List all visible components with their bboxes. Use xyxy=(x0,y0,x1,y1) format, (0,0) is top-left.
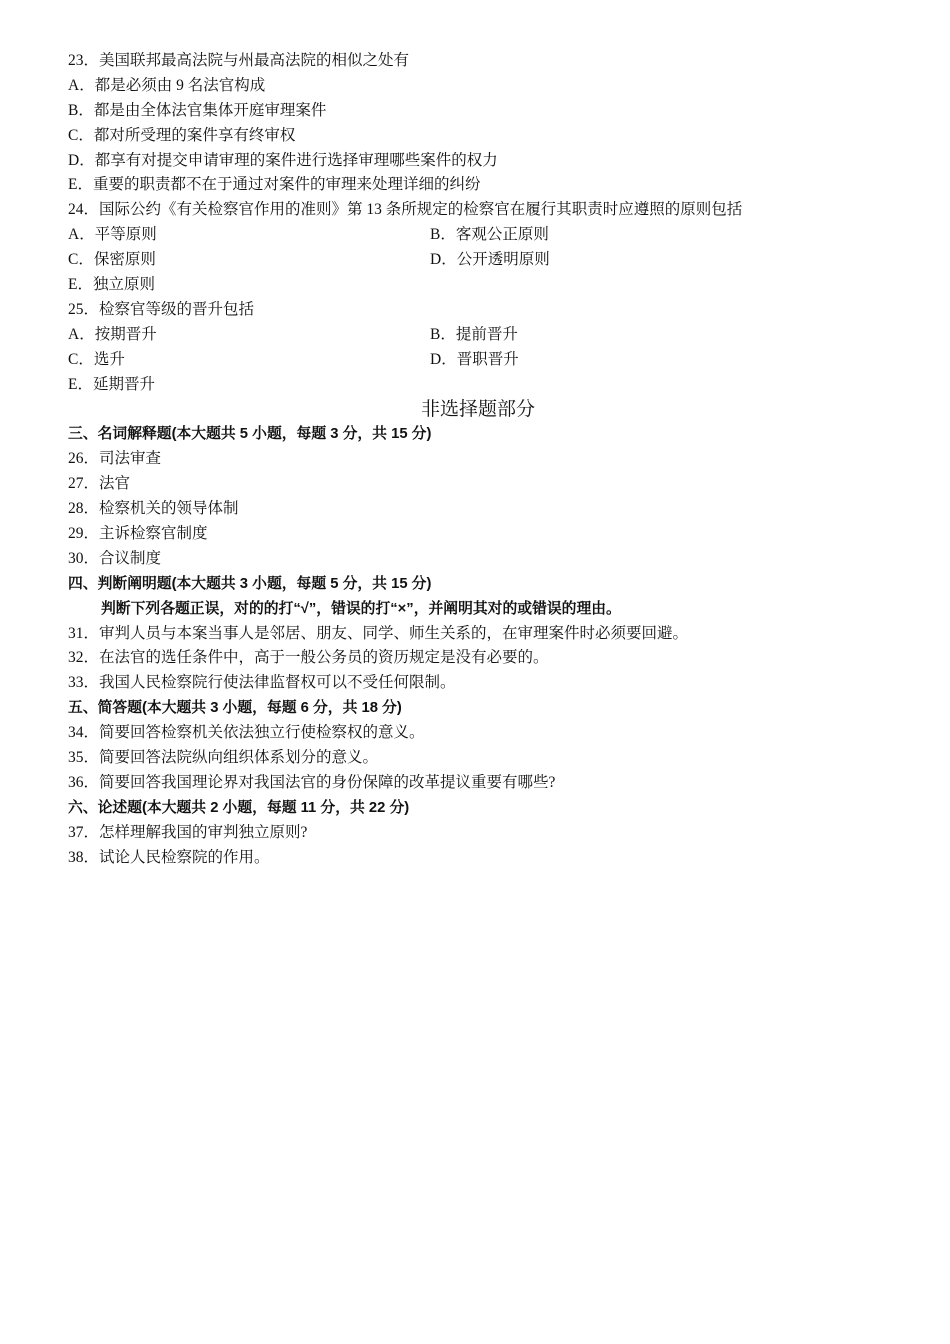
section-3-item-26: 26．司法审查 xyxy=(68,450,162,468)
question-23-option-e: E．重要的职责都不在于通过对案件的审理来处理详细的纠纷 xyxy=(68,176,481,194)
question-24-option-c: C．保密原则 xyxy=(68,251,156,269)
section-6-item-38: 38．试论人民检察院的作用。 xyxy=(68,848,270,866)
part-title: 非选择题部分 xyxy=(420,398,535,421)
question-24-stem: 24．国际公约《有关检察官作用的准则》第 13 条所规定的检察官在履行其职责时应遵照的原则包括 xyxy=(68,201,743,219)
section-5-item-35: 35．简要回答法院纵向组织体系划分的意义。 xyxy=(68,749,379,767)
section-4-item-33: 33．我国人民检察院行使法律监督权可以不受任何限制。 xyxy=(68,674,456,692)
question-25-row-cd xyxy=(68,348,888,373)
section-4-item-31: 31．审判人员与本案当事人是邻居、朋友、同学、师生关系的，在审理案件时必须要回避。 xyxy=(68,624,689,642)
section-6-item-37: 37．怎样理解我国的审判独立原则? xyxy=(68,823,308,841)
question-24-row-ab xyxy=(68,223,888,248)
question-23-option-c: C．都对所受理的案件享有终审权 xyxy=(68,126,296,144)
section-4-instruction: 判断下列各题正误，对的的打“√”，错误的打“×”，并阐明其对的或错误的理由。 xyxy=(101,600,621,617)
question-23-option-b: B．都是由全体法官集体开庭审理案件 xyxy=(68,101,327,119)
section-3-item-30: 30．合议制度 xyxy=(68,549,162,567)
section-5-heading: 五、简答题(本大题共 3 小题，每题 6 分，共 18 分) xyxy=(68,700,402,717)
section-6-heading: 六、论述题(本大题共 2 小题，每题 11 分，共 22 分) xyxy=(68,799,410,816)
question-24-option-a: A．平等原则 xyxy=(68,226,157,244)
section-5-item-34: 34．简要回答检察机关依法独立行使检察权的意义。 xyxy=(68,724,425,742)
question-23-option-d: D．都享有对提交申请审理的案件进行选择审理哪些案件的权力 xyxy=(68,151,498,169)
section-4-item-32: 32．在法官的选任条件中，高于一般公务员的资历规定是没有必要的。 xyxy=(68,649,549,667)
exam-content xyxy=(68,49,888,871)
question-23-option-a: A．都是必须由 9 名法官构成 xyxy=(68,76,266,94)
question-25-option-d: D．晋职晋升 xyxy=(430,350,519,368)
question-24-option-b: B．客观公正原则 xyxy=(430,226,549,244)
section-3-item-28: 28．检察机关的领导体制 xyxy=(68,500,239,518)
section-5-item-36: 36．简要回答我国理论界对我国法官的身份保障的改革提议重要有哪些? xyxy=(68,773,556,791)
question-25-row-ab xyxy=(68,323,888,348)
question-24-option-e: E．独立原则 xyxy=(68,276,155,294)
question-25-option-c: C．选升 xyxy=(68,350,125,368)
question-25-stem: 25．检察官等级的晋升包括 xyxy=(68,300,255,318)
question-24-row-cd xyxy=(68,248,888,273)
section-3-heading: 三、名词解释题(本大题共 5 小题，每题 3 分，共 15 分) xyxy=(68,426,432,443)
question-24-option-d: D．公开透明原则 xyxy=(430,251,550,269)
question-25-option-a: A．按期晋升 xyxy=(68,325,157,343)
question-23-stem: 23．美国联邦最高法院与州最高法院的相似之处有 xyxy=(68,52,410,69)
question-25-option-b: B．提前晋升 xyxy=(430,325,518,343)
section-3-item-29: 29．主诉检察官制度 xyxy=(68,525,208,543)
section-4-heading: 四、判断阐明题(本大题共 3 小题，每题 5 分，共 15 分) xyxy=(68,575,432,592)
question-25-option-e: E．延期晋升 xyxy=(68,375,155,393)
section-3-item-27: 27．法官 xyxy=(68,475,131,493)
